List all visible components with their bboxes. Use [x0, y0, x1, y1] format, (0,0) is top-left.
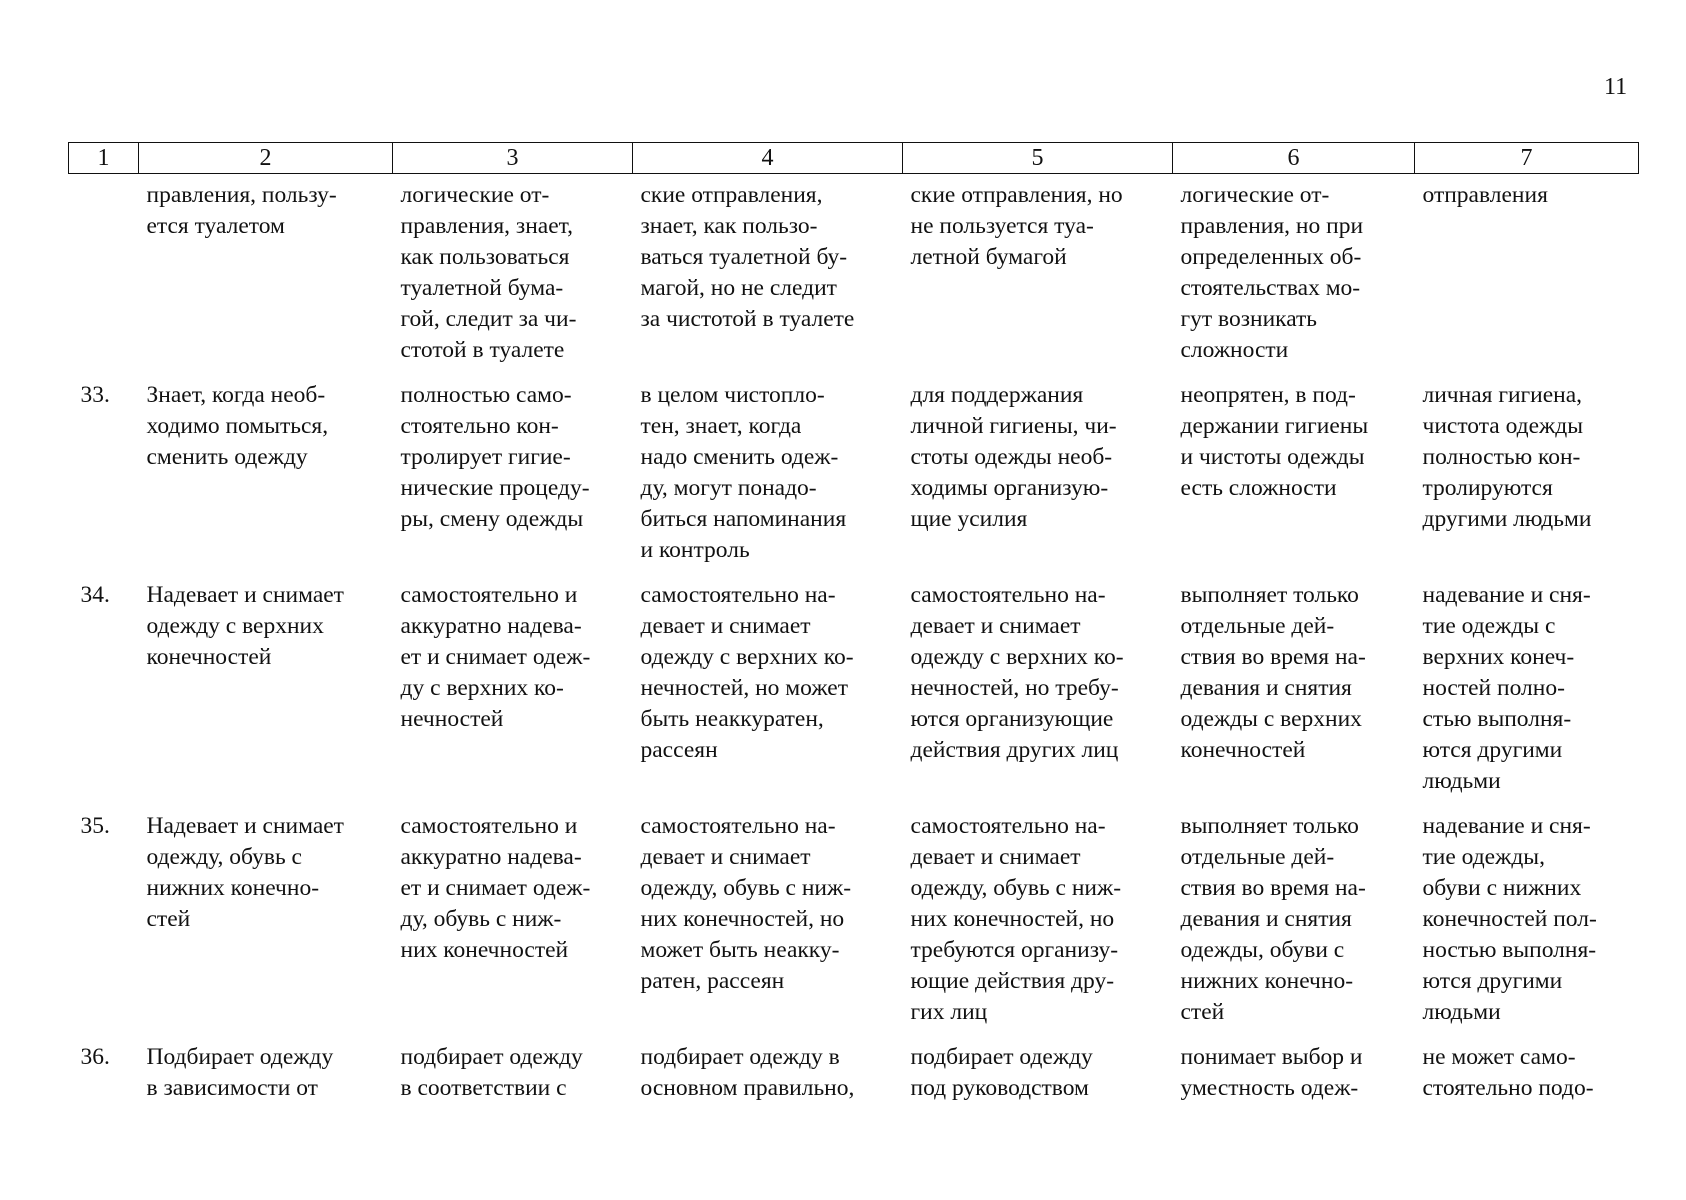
cell-criterion: Знает, когда необ- ходимо помыться, сменить одежду [146, 382, 329, 470]
header-col-5: 5 [903, 143, 1173, 174]
table-row [69, 578, 1639, 809]
cell-criterion: правления, пользу- ется туалетом [146, 182, 337, 239]
cell-level-6: выполняет только отдельные дей- ствия во время на- девания и снятия одежды, обуви с нижних конечно- стей [1180, 813, 1366, 1025]
row-number: 33. [80, 382, 110, 408]
cell-level-3: подбирает одежду в соответствии с [400, 1044, 583, 1101]
cell-level-7: надевание и сня- тие одежды, обуви с нижних конечностей пол- ностью выполня- ются другими людьми [1422, 813, 1597, 1025]
header-col-1: 1 [69, 143, 139, 174]
table-row [69, 174, 1639, 379]
header-col-3: 3 [393, 143, 633, 174]
cell-level-5: ские отправления, но не пользуется туа- летной бумагой [910, 182, 1123, 270]
cell-criterion: Надевает и снимает одежду, обувь с нижних конечно- стей [146, 813, 344, 932]
cell-level-6: выполняет только отдельные дей- ствия во время на- девания и снятия одежды с верхних конечностей [1180, 582, 1366, 763]
cell-level-4: самостоятельно на- девает и снимает одежду с верхних ко- нечностей, но может быть неаккуратен, рассеян [640, 582, 854, 763]
cell-level-4: ские отправления, знает, как пользо- ваться туалетной бу- магой, но не следит за чистотой в туалете [640, 182, 855, 332]
cell-criterion: Надевает и снимает одежду с верхних конечностей [146, 582, 344, 670]
cell-level-6: логические от- правления, но при определенных об- стоятельствах мо- гут возникать сложности [1180, 182, 1364, 363]
cell-level-5: подбирает одежду под руководством [910, 1044, 1093, 1101]
assessment-table [68, 142, 1639, 1116]
cell-level-7: не может само- стоятельно подо- [1422, 1044, 1594, 1101]
cell-level-4: подбирает одежду в основном правильно, [640, 1044, 855, 1101]
cell-level-3: полностью само- стоятельно кон- тролирует гигие- нические процеду- ры, смену одежды [400, 382, 590, 532]
table-row [69, 378, 1639, 578]
cell-level-5: самостоятельно на- девает и снимает одежду с верхних ко- нечностей, но требу- ются организующие действия других лиц [910, 582, 1124, 763]
cell-level-5: самостоятельно на- девает и снимает одежду, обувь с ниж- них конечностей, но требуются организу- ющие действия дру- гих лиц [910, 813, 1122, 1025]
cell-level-4: в целом чистопло- тен, знает, когда надо сменить одеж- ду, могут понадо- биться напоминания и контроль [640, 382, 847, 563]
cell-level-7: личная гигиена, чистота одежды полностью кон- тролируются другими людьми [1422, 382, 1592, 532]
header-col-4: 4 [633, 143, 903, 174]
cell-level-6: неопрятен, в под- держании гигиены и чистоты одежды есть сложности [1180, 382, 1369, 501]
cell-level-7: надевание и сня- тие одежды с верхних конеч- ностей полно- стью выполня- ются другими людьми [1422, 582, 1591, 794]
table-body [69, 174, 1639, 1117]
page-number: 11 [1604, 74, 1628, 100]
header-col-6: 6 [1173, 143, 1415, 174]
cell-level-7: отправления [1422, 182, 1548, 208]
cell-level-3: логические от- правления, знает, как пользоваться туалетной бума- гой, следит за чи- стотой в туалете [400, 182, 577, 363]
table-row [69, 809, 1639, 1040]
row-number [69, 174, 139, 379]
header-col-2: 2 [139, 143, 393, 174]
row-number: 36. [80, 1044, 110, 1070]
header-row [69, 143, 1639, 174]
row-number: 34. [80, 582, 110, 608]
cell-level-3: самостоятельно и аккуратно надева- ет и снимает одеж- ду с верхних ко- нечностей [400, 582, 591, 732]
cell-level-4: самостоятельно на- девает и снимает одежду, обувь с ниж- них конечностей, но может быть неакку- ратен, рассеян [640, 813, 852, 994]
cell-level-5: для поддержания личной гигиены, чи- стоты одежды необ- ходимы организую- щие усилия [910, 382, 1117, 532]
cell-level-3: самостоятельно и аккуратно надева- ет и снимает одеж- ду, обувь с ниж- них конечностей [400, 813, 591, 963]
table-header [69, 143, 1639, 174]
cell-level-6: понимает выбор и уместность одеж- [1180, 1044, 1363, 1101]
cell-criterion: Подбирает одежду в зависимости от [146, 1044, 334, 1101]
row-number: 35. [80, 813, 110, 839]
table-row [69, 1040, 1639, 1116]
header-col-7: 7 [1415, 143, 1639, 174]
